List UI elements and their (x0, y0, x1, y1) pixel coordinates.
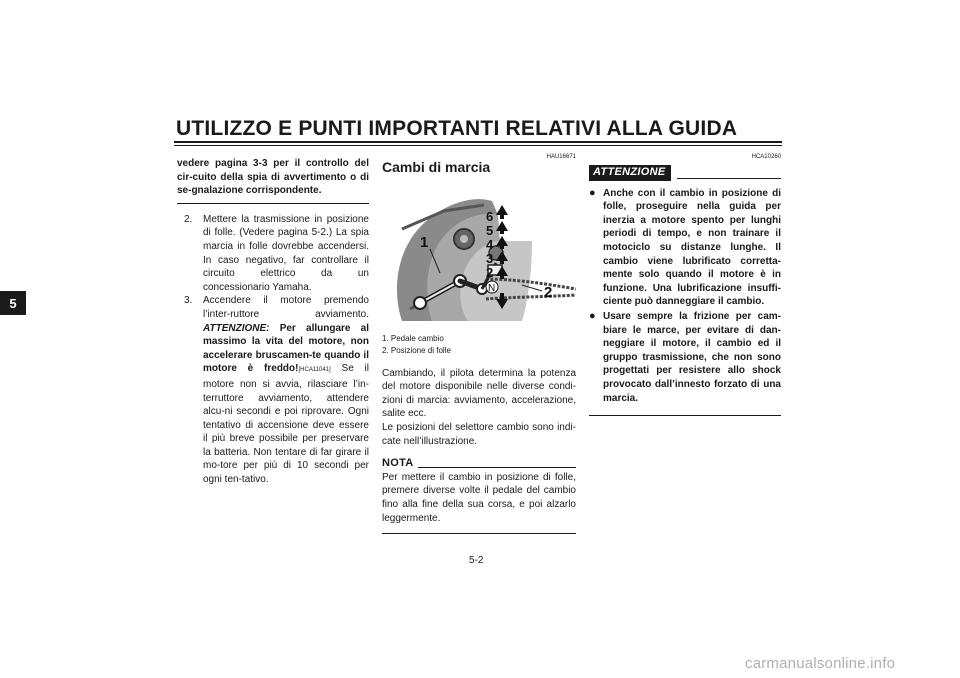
gear-label: 3 (486, 250, 494, 266)
watermark: carmanualsonline.info (745, 655, 896, 672)
step-number: 2. (184, 213, 193, 225)
attention-rule (677, 178, 781, 179)
title-rule (174, 141, 782, 143)
list-item (589, 310, 781, 405)
list-item (589, 187, 781, 309)
nota-header (382, 457, 576, 471)
section-code: HCA10260 (751, 154, 781, 160)
step-number: 3. (184, 295, 193, 307)
page-number: 5-2 (469, 555, 484, 566)
step-text: Mettere la trasmissione in posizione di folle. (Vedere pagina 5-2.) La spia marcia in folle dovrebbe accendersi. In caso negativo, far controllare il circuito elettrico da un concessionario Yamaha. (203, 213, 369, 293)
attention-badge: ATTENZIONE (589, 165, 671, 181)
callout-2: 2 (544, 283, 553, 301)
gear-label: 5 (486, 222, 494, 238)
gear-shift-illustration (382, 181, 576, 329)
column-middle (382, 153, 576, 534)
column-left (177, 157, 369, 487)
gear-neutral-label: N (488, 282, 496, 294)
attention-list (589, 187, 781, 406)
chapter-tab: 5 (0, 291, 26, 315)
body-paragraph: Le posizioni del selettore cambio sono indi-cate nell’illustrazione. (382, 421, 576, 447)
bullet-text: Usare sempre la frizione per cam-biare le marce, per evitare di dan-neggiare il motore, il cambio ed il gruppo trasmissione, che non sono progettati per resistere allo shock provocato dall’innesto forzato di una marcia. (603, 310, 781, 404)
step-item (177, 213, 369, 295)
section-code: HAU16671 (546, 154, 576, 160)
step-text-a: Accendere il motore premendo l’inter-ruttore avviamento. (203, 295, 369, 320)
attention-header (589, 165, 781, 181)
section-title: Cambi di marcia (382, 159, 491, 175)
inline-warning-text: Per allungare al massimo la vita del motore, non accelerare bruscamen-te quando il motore è freddo! (203, 322, 369, 375)
nota-text: Per mettere il cambio in posizione di folle, premere diverse volte il pedale del cambio fino alla fine della sua corsa, e poi alzarlo leggermente. (382, 471, 576, 524)
title-rule-thin (174, 145, 782, 146)
gear-label: 2 (486, 264, 494, 280)
inline-warning-label: ATTENZIONE: (203, 322, 270, 334)
step-text-b: Se il motore non si avvia, rilasciare l’in-terruttore avviamento, attendere alcu-ni secondi e poi riprovare. Ogni tentativo di accensione deve essere il più breve possibile per preservare la batteria. Non tentare di far girare il mo-tore per più di 10 secondi per ogni ten-tativo. (203, 363, 369, 486)
attention-end-rule (589, 415, 781, 416)
nota-rule (418, 467, 576, 468)
bullet-text: Anche con il cambio in posizione di folle, proseguire nella guida per inerzia a motore spento per lunghi periodi di tempo, e non trainare il motociclo su distanze lunghe. Il cambio viene lubrificato corretta-mente solo quando il motore è in funzione. Una lubrificazione insuffi-ciente può danneggiare il cambio. (603, 187, 781, 308)
step-item (177, 294, 369, 486)
intro-paragraph: vedere pagina 3-3 per il controllo del cir-cuito della spia di avvertimento o di se-gnalazione corrispondente. (177, 158, 369, 197)
body-paragraph: Cambiando, il pilota determina la potenza del motore disponibile nelle diverse condi-zioni di marcia: avviamento, accelerazione, salite ecc. (382, 367, 576, 420)
gear-shift-figure (382, 181, 576, 329)
figure-caption: 1. Pedale cambio (382, 333, 444, 343)
page-title: UTILIZZO E PUNTI IMPORTANTI RELATIVI ALLA GUIDA (176, 117, 738, 140)
step-text (203, 294, 369, 486)
bullet-icon: ● (589, 309, 596, 322)
nota-label: NOTA (382, 457, 414, 470)
bullet-icon: ● (589, 186, 596, 199)
gear-label: 4 (486, 236, 494, 252)
gear-label: 6 (486, 208, 494, 224)
figure-caption: 2. Posizione di folle (382, 345, 451, 355)
nota-end-rule (382, 533, 576, 534)
warning-code: [HCA11041] (298, 367, 331, 374)
section-rule (177, 203, 369, 204)
column-right (589, 153, 781, 416)
callout-1: 1 (420, 233, 429, 251)
